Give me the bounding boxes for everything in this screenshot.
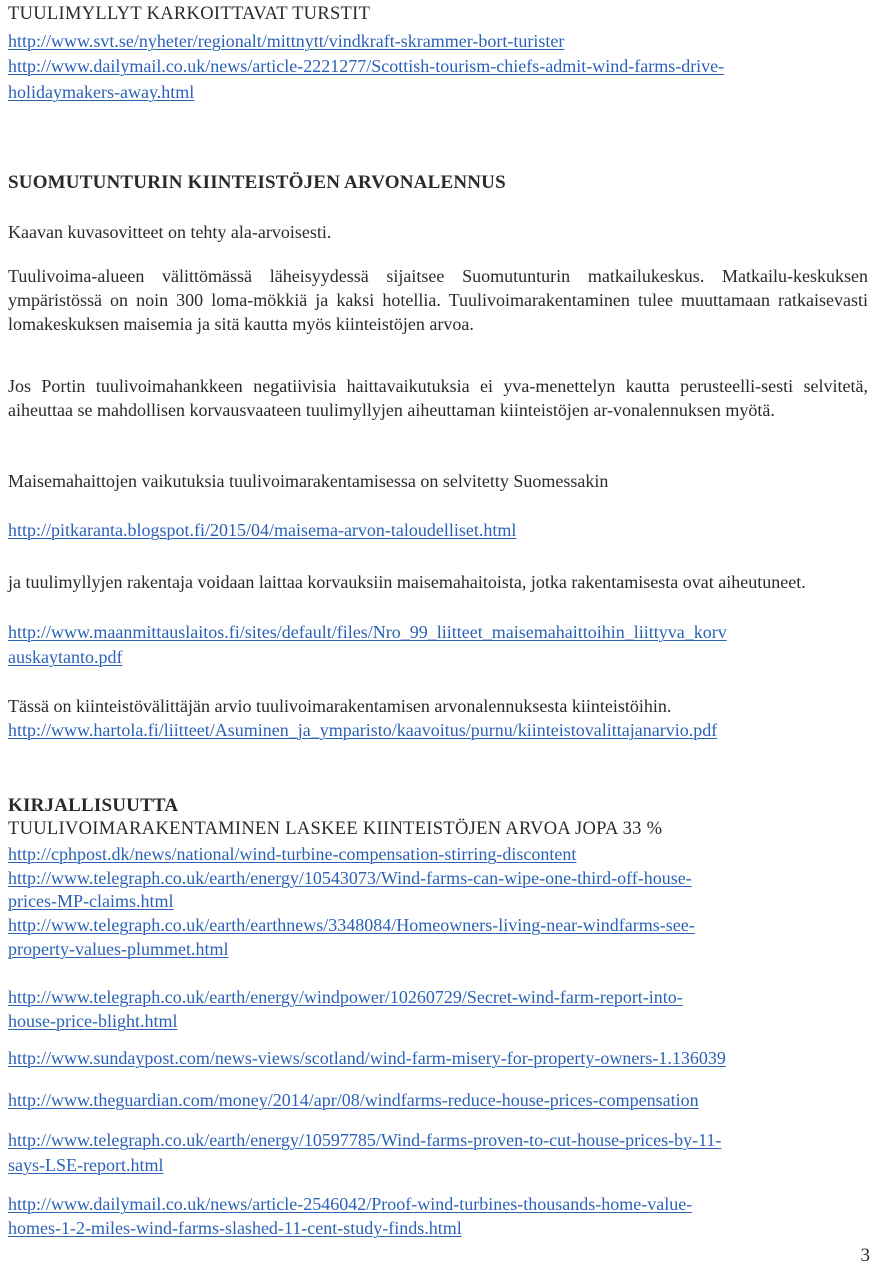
link-telegraph-4-line2[interactable]: says-LSE-report.html — [8, 1155, 164, 1175]
link-telegraph-1-line1[interactable]: http://www.telegraph.co.uk/earth/energy/10543073/Wind-farms-can-wipe-one-third-off-house- — [8, 868, 692, 888]
link-telegraph-2-line1[interactable]: http://www.telegraph.co.uk/earth/earthnews/3348084/Homeowners-living-near-windfarms-see- — [8, 915, 695, 935]
paragraph-portti: Jos Portin tuulivoimahankkeen negatiivisia haittavaikutuksia ei yva-menettelyn kautta perusteelli-sesti selvitetä, aiheuttaa se mahdollisen korvausvaateen tuulimyllyjen aiheuttaman kiinteistöjen ar-vonalennuksen myötä. — [8, 376, 868, 420]
link-telegraph-4-line1[interactable]: http://www.telegraph.co.uk/earth/energy/10597785/Wind-farms-proven-to-cut-house-prices-by-11- — [8, 1130, 722, 1150]
link-maanmittauslaitos-line2[interactable]: auskaytanto.pdf — [8, 647, 123, 667]
link-pitkaranta[interactable]: http://pitkaranta.blogspot.fi/2015/04/maisema-arvon-taloudelliset.html — [8, 520, 517, 540]
link-maanmittauslaitos-line1[interactable]: http://www.maanmittauslaitos.fi/sites/default/files/Nro_99_liitteet_maisemahaittoihin_liittyva_korv — [8, 622, 727, 642]
section-title-literature: KIRJALLISUUTTA — [8, 795, 179, 816]
paragraph-kaava: Kaavan kuvasovitteet on tehty ala-arvoisesti. — [8, 222, 332, 242]
page-number: 3 — [860, 1245, 870, 1266]
link-svt[interactable]: http://www.svt.se/nyheter/regionalt/mittnytt/vindkraft-skrammer-bort-turister — [8, 31, 565, 51]
paragraph-valittaja: Tässä on kiinteistövälittäjän arvio tuulivoimarakentamisen arvonalennuksesta kiinteistöihin. — [8, 696, 672, 716]
link-hartola[interactable]: http://www.hartola.fi/liitteet/Asuminen_ja_ymparisto/kaavoitus/purnu/kiinteistovalittajanarvio.pdf — [8, 720, 718, 740]
link-telegraph-3-line2[interactable]: house-price-blight.html — [8, 1011, 178, 1031]
link-telegraph-3-line1[interactable]: http://www.telegraph.co.uk/earth/energy/windpower/10260729/Secret-wind-farm-report-into- — [8, 987, 683, 1007]
paragraph-matkailukeskus: Tuulivoima-alueen välittömässä läheisyydessä sijaitsee Suomutunturin matkailukeskus. Matkailu-keskuksen ympäristössä on noin 300 loma-mökkiä ja kaksi hotellia. Tuulivoimarakentaminen tulee muuttamaan ratkaisevasti lomakeskuksen maisemia ja sitä kautta myös kiinteistöjen arvoa. — [8, 266, 868, 334]
paragraph-korvaukset: ja tuulimyllyjen rakentaja voidaan laittaa korvauksiin maisemahaitoista, jotka rakentamisesta ovat aiheutuneet. — [8, 572, 806, 592]
paragraph-maisemahaitat: Maisemahaittojen vaikutuksia tuulivoimarakentamisessa on selvitetty Suomessakin — [8, 471, 609, 491]
section-title-turists: TUULIMYLLYT KARKOITTAVAT TURSTIT — [8, 4, 371, 24]
section-title-value: SUOMUTUNTURIN KIINTEISTÖJEN ARVONALENNUS — [8, 172, 506, 193]
link-guardian[interactable]: http://www.theguardian.com/money/2014/apr/08/windfarms-reduce-house-prices-compensation — [8, 1090, 699, 1110]
link-cphpost[interactable]: http://cphpost.dk/news/national/wind-turbine-compensation-stirring-discontent — [8, 844, 577, 864]
section-subtitle-literature: TUULIVOIMARAKENTAMINEN LASKEE KIINTEISTÖJEN ARVOA JOPA 33 % — [8, 819, 663, 839]
link-dailymail-tourism-line2[interactable]: holidaymakers-away.html — [8, 82, 195, 102]
link-dailymail-tourism-line1[interactable]: http://www.dailymail.co.uk/news/article-2221277/Scottish-tourism-chiefs-admit-wind-farms-drive- — [8, 56, 725, 76]
link-sundaypost[interactable]: http://www.sundaypost.com/news-views/scotland/wind-farm-misery-for-property-owners-1.136039 — [8, 1048, 726, 1068]
link-telegraph-2-line2[interactable]: property-values-plummet.html — [8, 939, 229, 959]
link-telegraph-1-line2[interactable]: prices-MP-claims.html — [8, 891, 174, 911]
link-dailymail-2-line2[interactable]: homes-1-2-miles-wind-farms-slashed-11-cent-study-finds.html — [8, 1218, 462, 1238]
link-dailymail-2-line1[interactable]: http://www.dailymail.co.uk/news/article-2546042/Proof-wind-turbines-thousands-home-value- — [8, 1194, 693, 1214]
